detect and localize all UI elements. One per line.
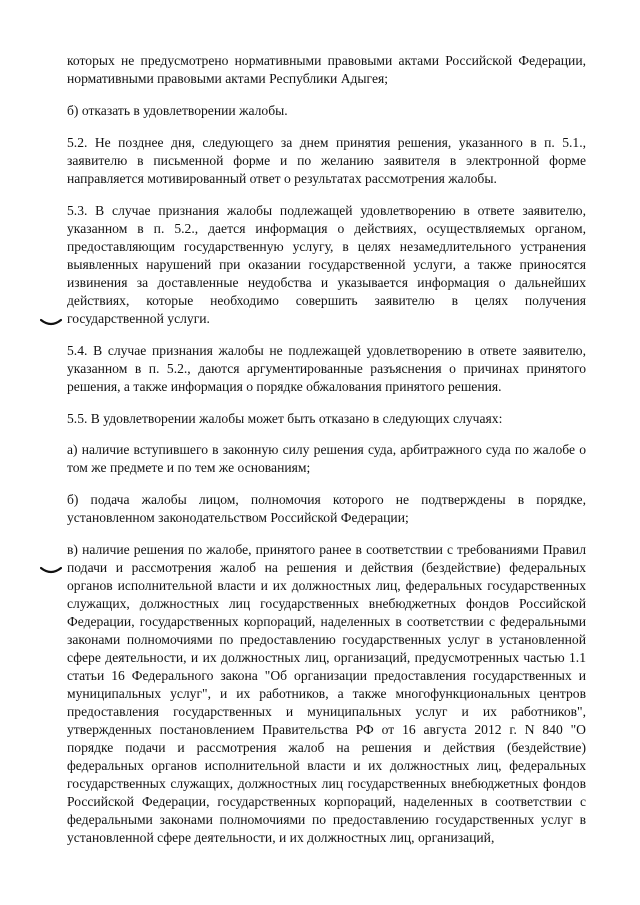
paragraph-continuation: которых не предусмотрено нормативными правовыми актами Российской Федерации, нормативными правовыми актами Республики Адыгея; xyxy=(67,53,586,86)
paragraph-refuse-complaint: б) отказать в удовлетворении жалобы. xyxy=(67,103,288,118)
margin-mark-icon xyxy=(40,318,62,327)
document-page xyxy=(67,52,586,861)
paragraph-5-5-v: в) наличие решения по жалобе, принятого ранее в соответствии с требованиями Правил подачи и рассмотрения жалоб на решения и действия (бездействие) федеральных органов исполнительной власти и их должностных лиц, федеральных государственных служащих, должностных лиц государственных внебюджетных фондов Российской Федерации, государственных корпораций, наделенных в соответствии с федеральными законами полномочиями по предоставлению государственных услуг в установленной сфере деятельности, и их должностных лиц, организаций, предусмотренных частью 1.1 статьи 16 Федерального закона "Об организации предоставления государственных и муниципальных услуг", и их работников, а также многофункциональных центров предоставления государственных и муниципальных услуг и их работников", утвержденных постановлением Правительства РФ от 16 августа 2012 г. N 840 "О порядке подачи и рассмотрения жалоб на решения и действия (бездействие) федеральных органов исполнительной власти и их должностных лиц, федеральных государственных служащих, должностных лиц государственных внебюджетных фондов Российской Федерации, государственных корпораций, наделенных в соответствии с федеральными законами полномочиями по предоставлению государственных услуг в установленной сфере деятельности, и их должностных лиц, организаций, xyxy=(67,542,586,845)
paragraph-5-5: 5.5. В удовлетворении жалобы может быть отказано в следующих случаях: xyxy=(67,411,503,426)
paragraph-5-5-a: а) наличие вступившего в законную силу решения суда, арбитражного суда по жалобе о том же предмете и по тем же основаниям; xyxy=(67,442,586,475)
paragraph-5-3: 5.3. В случае признания жалобы подлежащей удовлетворению в ответе заявителю, указанном в п. 5.2., дается информация о действиях, осуществляемых органом, предоставляющим государственную услугу, в целях незамедлительного устранения выявленных нарушений при оказании государственной услуги, а также приносятся извинения за доставленные неудобства и указывается информация о дальнейших действиях, которые необходимо совершить заявителю в целях получения государственной услуги. xyxy=(67,203,586,326)
paragraph-5-4: 5.4. В случае признания жалобы не подлежащей удовлетворению в ответе заявителю, указанном в п. 5.2., даются аргументированные разъяснения о причинах принятого решения, а также информация о порядке обжалования принятого решения. xyxy=(67,343,586,394)
margin-mark-icon xyxy=(40,566,62,575)
paragraph-5-2: 5.2. Не позднее дня, следующего за днем принятия решения, указанного в п. 5.1., заявителю в письменной форме и по желанию заявителя в электронной форме направляется мотивированный ответ о результатах рассмотрения жалобы. xyxy=(67,135,586,186)
paragraph-5-5-b: б) подача жалобы лицом, полномочия которого не подтверждены в порядке, установленном законодательством Российской Федерации; xyxy=(67,492,586,525)
